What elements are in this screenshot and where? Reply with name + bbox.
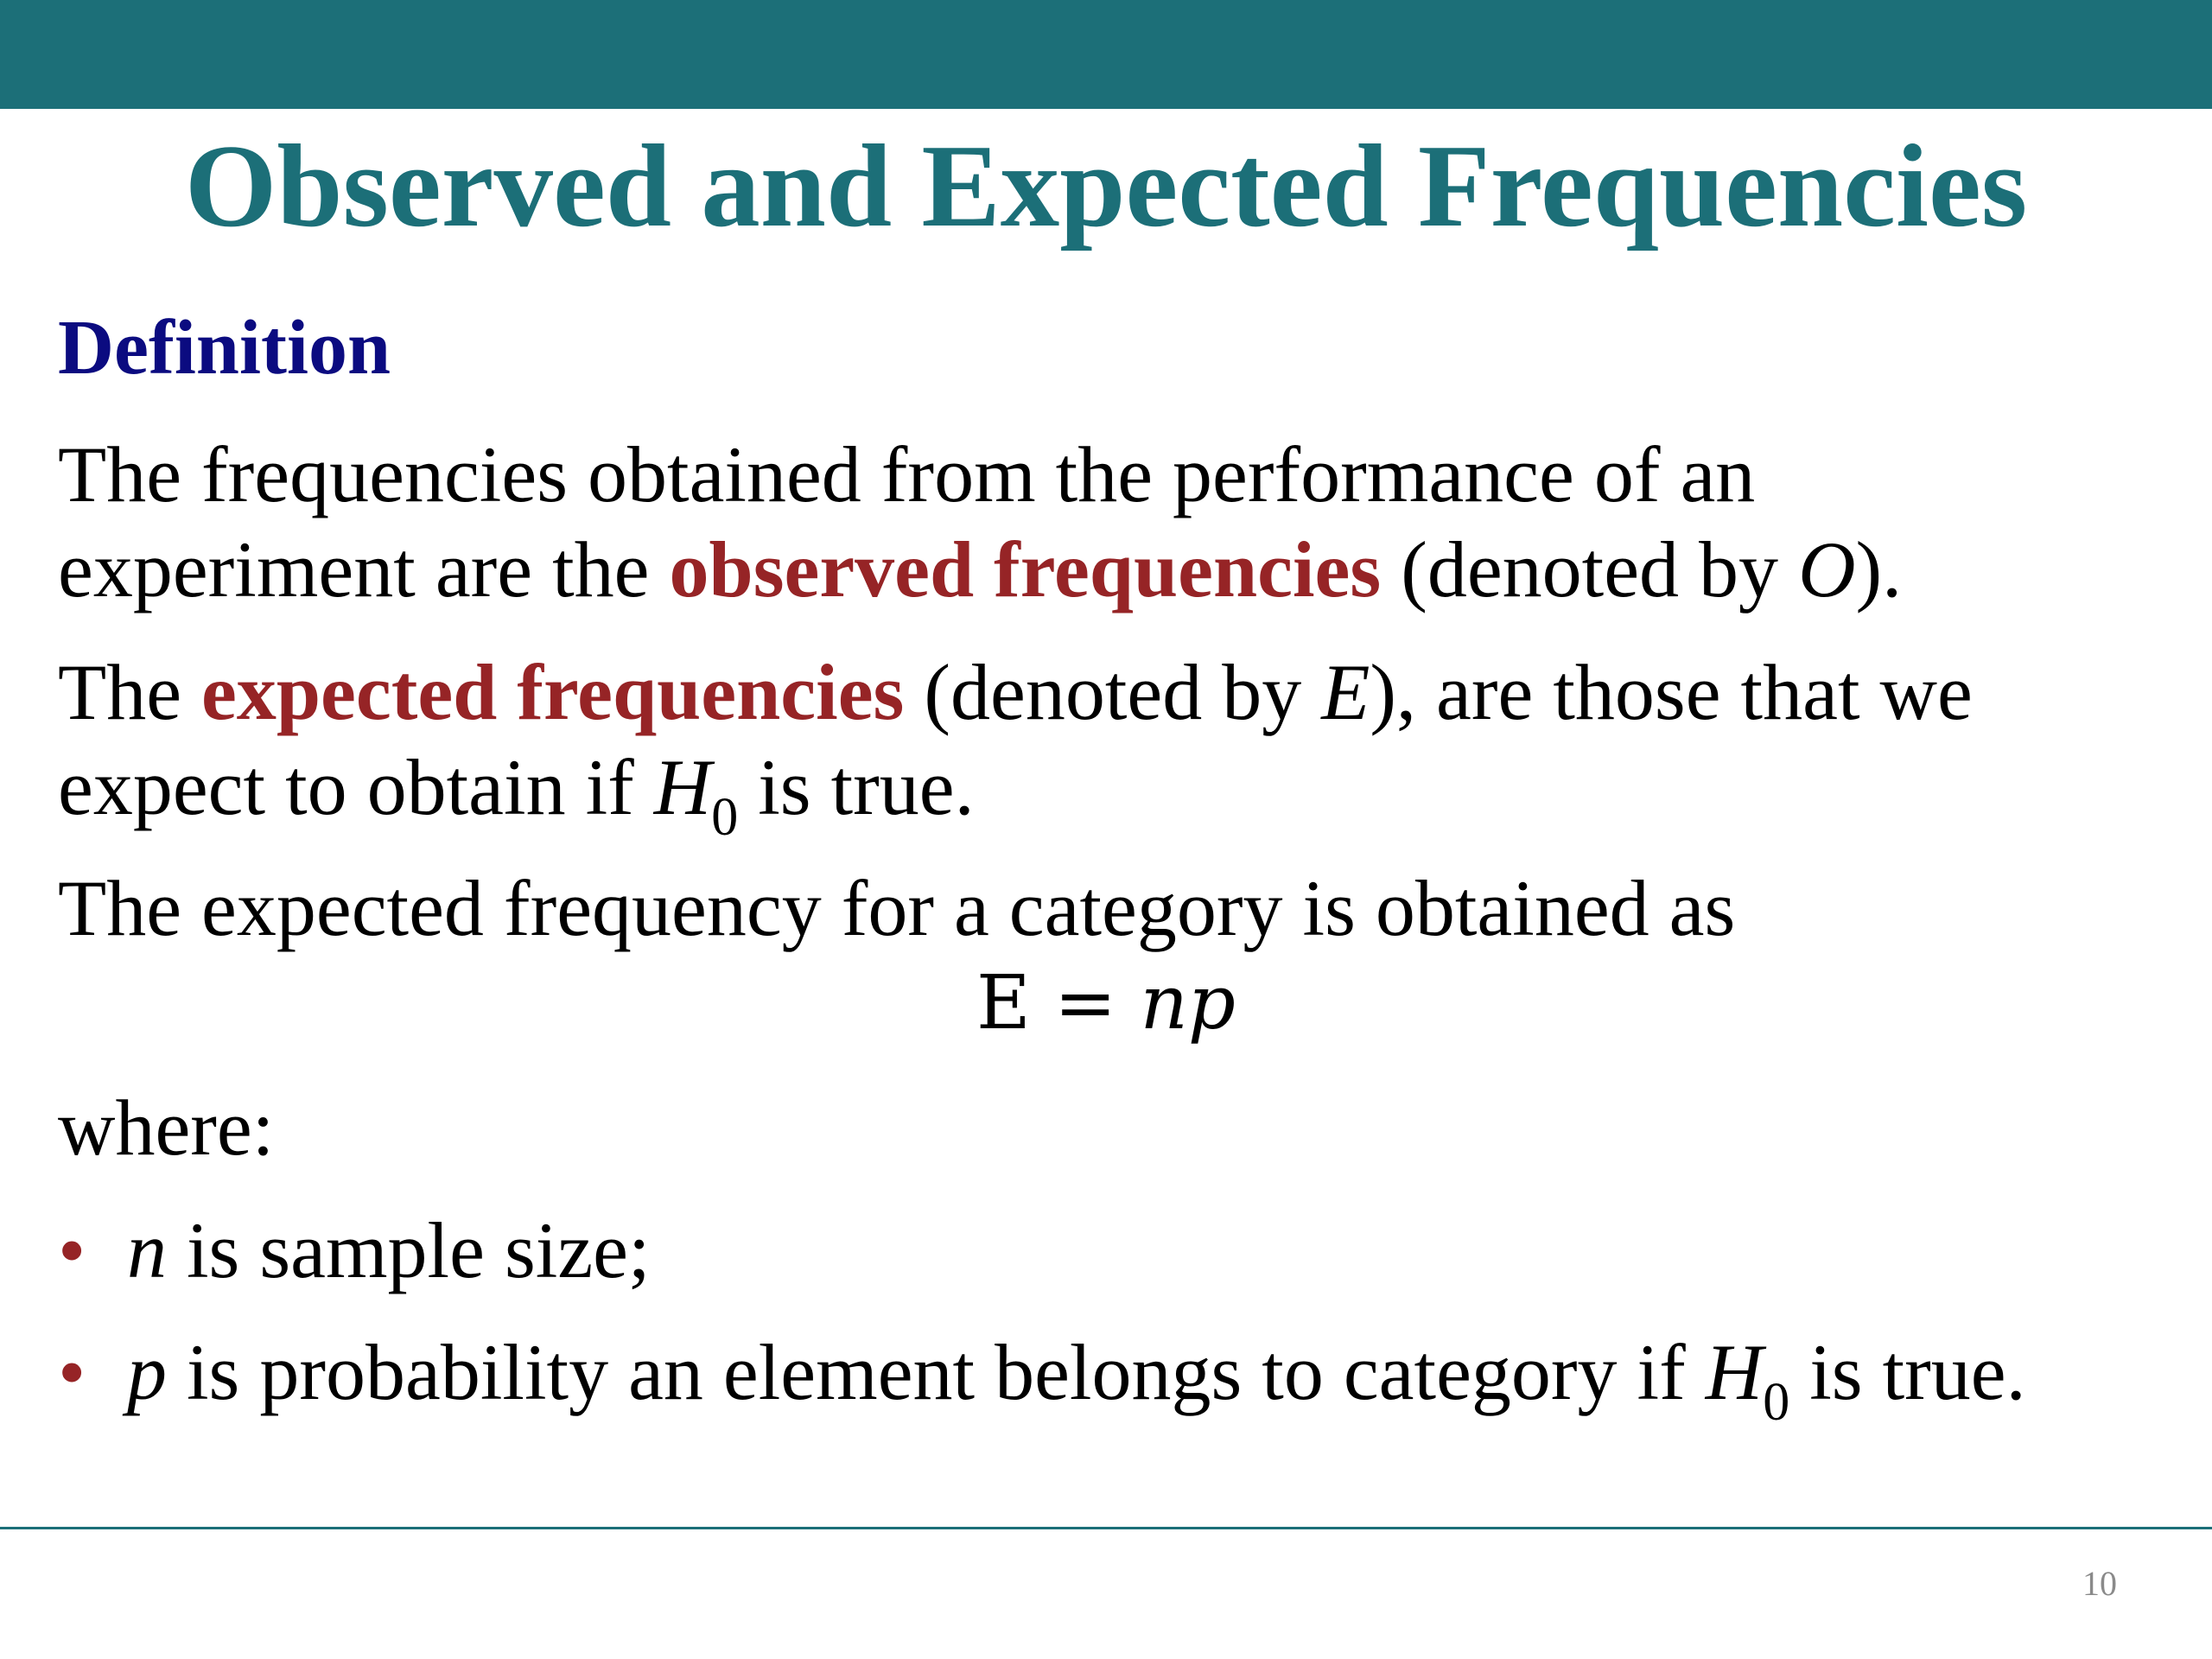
text-run: ), are those that we: [1370, 648, 1973, 736]
top-accent-bar: [0, 0, 2212, 109]
text-run: The frequencies obtained from the performance of an: [58, 430, 1756, 518]
text-run: The: [58, 648, 202, 736]
variable-n: n: [127, 1206, 167, 1294]
paragraph-line: [58, 427, 1902, 522]
formula-e-equals-np: [0, 956, 2212, 1051]
paragraph-line: [58, 645, 1973, 740]
paragraph-expected: [58, 645, 1973, 847]
term-expected-frequencies: expected frequencies: [201, 648, 905, 736]
text-run: is true.: [738, 743, 975, 831]
bullet-icon: •: [58, 1328, 86, 1416]
formula-rhs: np: [1140, 960, 1236, 1046]
text-run: ).: [1855, 525, 1903, 613]
paragraph-formula-intro: [58, 861, 1735, 956]
bullet-item-p: [58, 1325, 2026, 1432]
formula-lhs: E: [976, 960, 1031, 1046]
variable-h: H: [653, 743, 712, 831]
text-run: experiment are the: [58, 525, 670, 613]
term-observed-frequencies: observed frequencies: [669, 525, 1382, 613]
variable-p: p: [127, 1328, 167, 1416]
paragraph-line: [58, 861, 1735, 956]
definition-heading: Definition: [58, 305, 391, 391]
text-run: (denoted by: [1381, 525, 1799, 613]
bullet-text: is true.: [1789, 1328, 2026, 1416]
subscript-zero: 0: [1763, 1373, 1790, 1432]
where-label: where:: [58, 1084, 275, 1172]
variable-e: E: [1321, 648, 1370, 736]
text-run: (denoted by: [904, 648, 1322, 736]
bullet-item-n: [58, 1203, 651, 1298]
slide-title: Observed and Expected Frequencies: [184, 120, 2028, 251]
bullet-text: is sample size;: [167, 1206, 651, 1294]
subscript-zero: 0: [711, 788, 739, 847]
formula-equals: =: [1030, 960, 1141, 1046]
page-number: 10: [2082, 1564, 2117, 1603]
text-run: The expected frequency for a category is obtained as: [58, 864, 1736, 952]
text-run: expect to obtain if: [58, 743, 654, 831]
bullet-icon: •: [58, 1206, 86, 1294]
paragraph-line: [58, 522, 1902, 617]
variable-o: O: [1798, 525, 1856, 613]
footer-divider: [0, 1527, 2212, 1529]
paragraph-line: [58, 740, 1973, 847]
paragraph-observed: [58, 427, 1902, 617]
bullet-text: is probability an element belongs to category if: [167, 1328, 1706, 1416]
variable-h: H: [1705, 1328, 1764, 1416]
